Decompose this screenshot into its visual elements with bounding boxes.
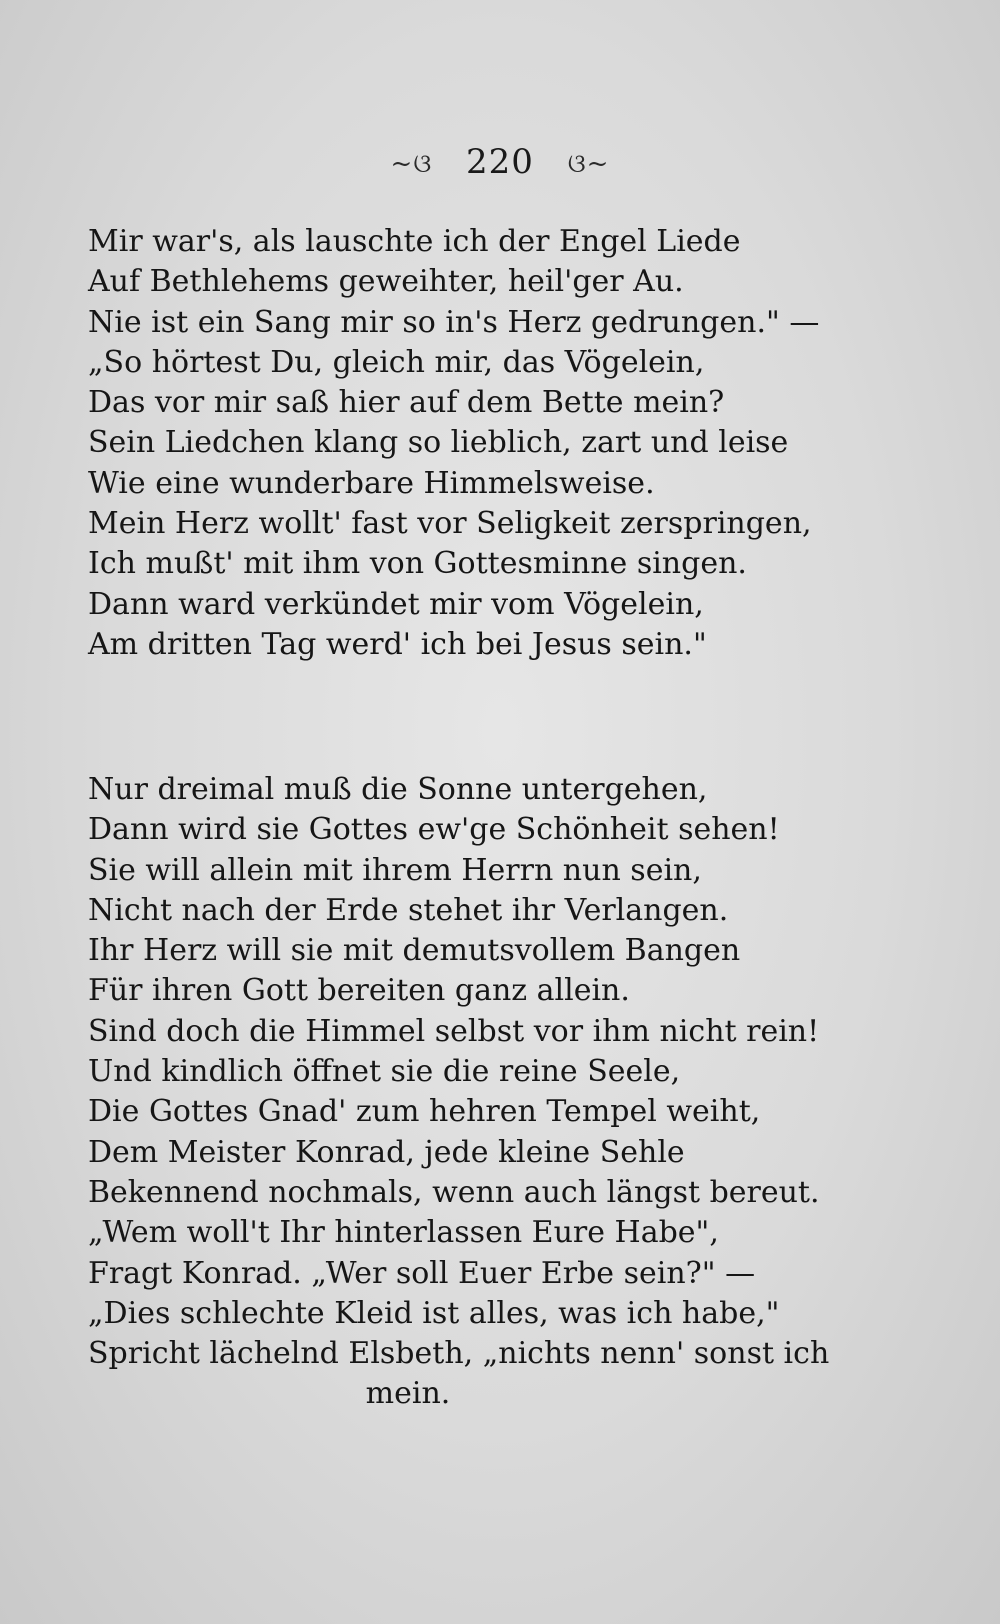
page-number: 220 <box>466 142 534 182</box>
ornament-left-icon: ~ଓ <box>390 148 433 179</box>
verse-line: Bekennend nochmals, wenn auch längst bereut. <box>88 1174 820 1210</box>
verse-line: Ihr Herz will sie mit demutsvollem Bangen <box>88 933 741 969</box>
verse-line: Das vor mir saß hier auf dem Bette mein? <box>88 385 725 421</box>
verse-line: Nie ist ein Sang mir so in's Herz gedrungen." — <box>88 304 820 340</box>
verse-line: Nur dreimal muß die Sonne untergehen, <box>88 772 708 807</box>
page-header <box>0 142 1000 182</box>
verse-line: Die Gottes Gnad' zum hehren Tempel weiht, <box>88 1094 761 1130</box>
verse-line: Dann wird sie Gottes ew'ge Schönheit sehen! <box>88 812 780 848</box>
stanza-2 <box>88 770 928 1415</box>
verse-line: Und kindlich öffnet sie die reine Seele, <box>88 1054 681 1090</box>
stanza-1 <box>88 222 928 665</box>
verse-line: Sie will allein mit ihrem Herrn nun sein, <box>88 852 702 888</box>
verse-line: „Wem woll't Ihr hinterlassen Eure Habe", <box>88 1215 719 1251</box>
verse-line: „Dies schlechte Kleid ist alles, was ich habe," <box>88 1295 780 1331</box>
verse-line: „So hörtest Du, gleich mir, das Vögelein, <box>88 344 705 380</box>
verse-line: Für ihren Gott bereiten ganz allein. <box>88 973 630 1009</box>
verse-line: Dann ward verkündet mir vom Vögelein, <box>88 586 704 622</box>
ornament-right-icon: ଓ~ <box>567 148 610 179</box>
verse-line-continuation: mein. <box>365 1376 451 1412</box>
verse-line: Mir war's, als lauschte ich der Engel Liede <box>88 224 741 259</box>
verse-line: Am dritten Tag werd' ich bei Jesus sein." <box>88 626 707 662</box>
verse-line: Spricht lächelnd Elsbeth, „nichts nenn' sonst ich <box>88 1336 830 1372</box>
verse-line: Sind doch die Himmel selbst vor ihm nicht rein! <box>88 1013 820 1049</box>
verse-line: Sein Liedchen klang so lieblich, zart und leise <box>88 425 789 461</box>
verse-line: Auf Bethlehems geweihter, heil'ger Au. <box>88 264 684 300</box>
verse-line: Fragt Konrad. „Wer soll Euer Erbe sein?" — <box>88 1255 756 1291</box>
verse-line: Wie eine wunderbare Himmelsweise. <box>88 465 655 501</box>
verse-line: Mein Herz wollt' fast vor Seligkeit zerspringen, <box>88 506 812 542</box>
verse-line: Dem Meister Konrad, jede kleine Sehle <box>88 1134 685 1170</box>
verse-line: Ich mußt' mit ihm von Gottesminne singen. <box>88 546 747 582</box>
verse-line: Nicht nach der Erde stehet ihr Verlangen. <box>88 892 729 928</box>
